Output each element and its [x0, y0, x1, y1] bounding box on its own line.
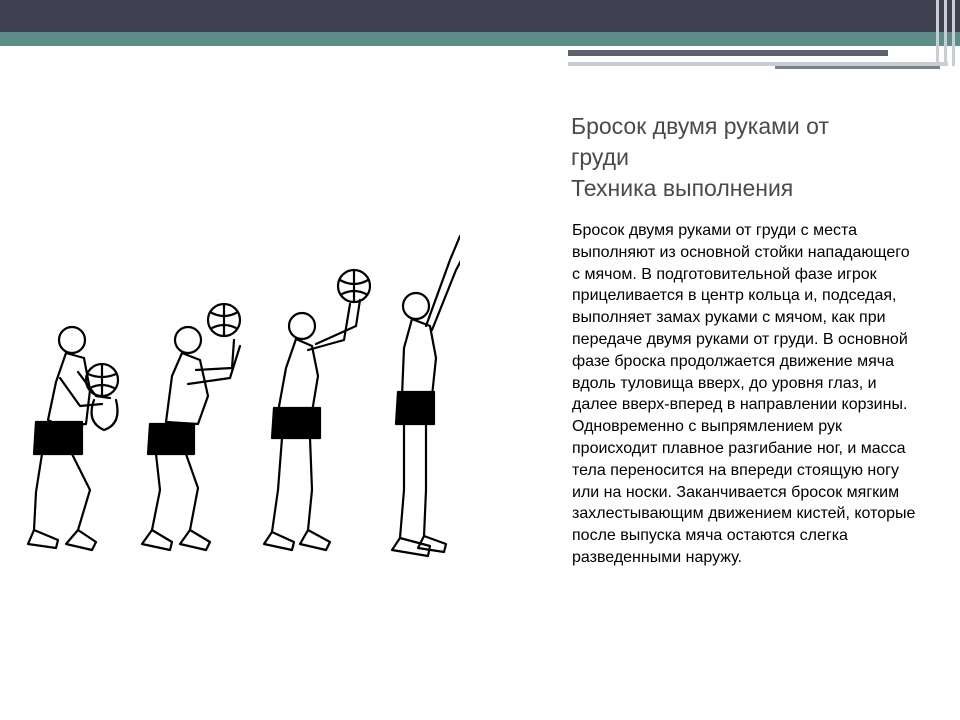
slide-title	[571, 111, 901, 204]
shot-sequence-illustration	[20, 200, 460, 580]
player-figure-3	[264, 270, 370, 550]
decorative-line	[775, 66, 940, 69]
shorts	[272, 408, 320, 438]
header-dark-band	[0, 0, 960, 32]
title-line: Бросок двумя руками от	[571, 113, 829, 139]
player-figure-2	[142, 304, 240, 550]
title-line: Техника выполнения	[571, 175, 794, 201]
header-teal-band	[0, 32, 960, 46]
head-icon	[289, 313, 315, 339]
title-line: груди	[571, 144, 629, 170]
shorts	[34, 422, 82, 454]
slide-body-text: Бросок двумя руками от груди с места выполняют из основной стойки нападающего с мячом. В подготовительной фазе игрок прицеливается в центр кольца и, подседая, выполняет замах руками с мячом, как при передаче двумя руками от груди. В основной фазе броска продолжается движение мяча вдоль туловища вверх, до уровня глаз, и далее вверх-вперед в направлении корзины. Одновременно с выпрямлением рук происходит плавное разгибание ног, и масса тела переносится на впереди стоящую ногу или на носки. Заканчивается бросок мягким захлестывающим движением кистей, которые после выпуска мяча остаются слегка разведенными наружу.	[572, 222, 916, 566]
shorts	[148, 424, 194, 454]
player-figure-1	[28, 327, 118, 550]
shorts	[396, 392, 434, 424]
player-figure-4	[392, 208, 460, 556]
corner-decoration	[932, 0, 960, 66]
head-icon	[59, 327, 85, 353]
head-icon	[403, 293, 429, 319]
decorative-line	[568, 50, 888, 56]
head-icon	[175, 327, 201, 353]
